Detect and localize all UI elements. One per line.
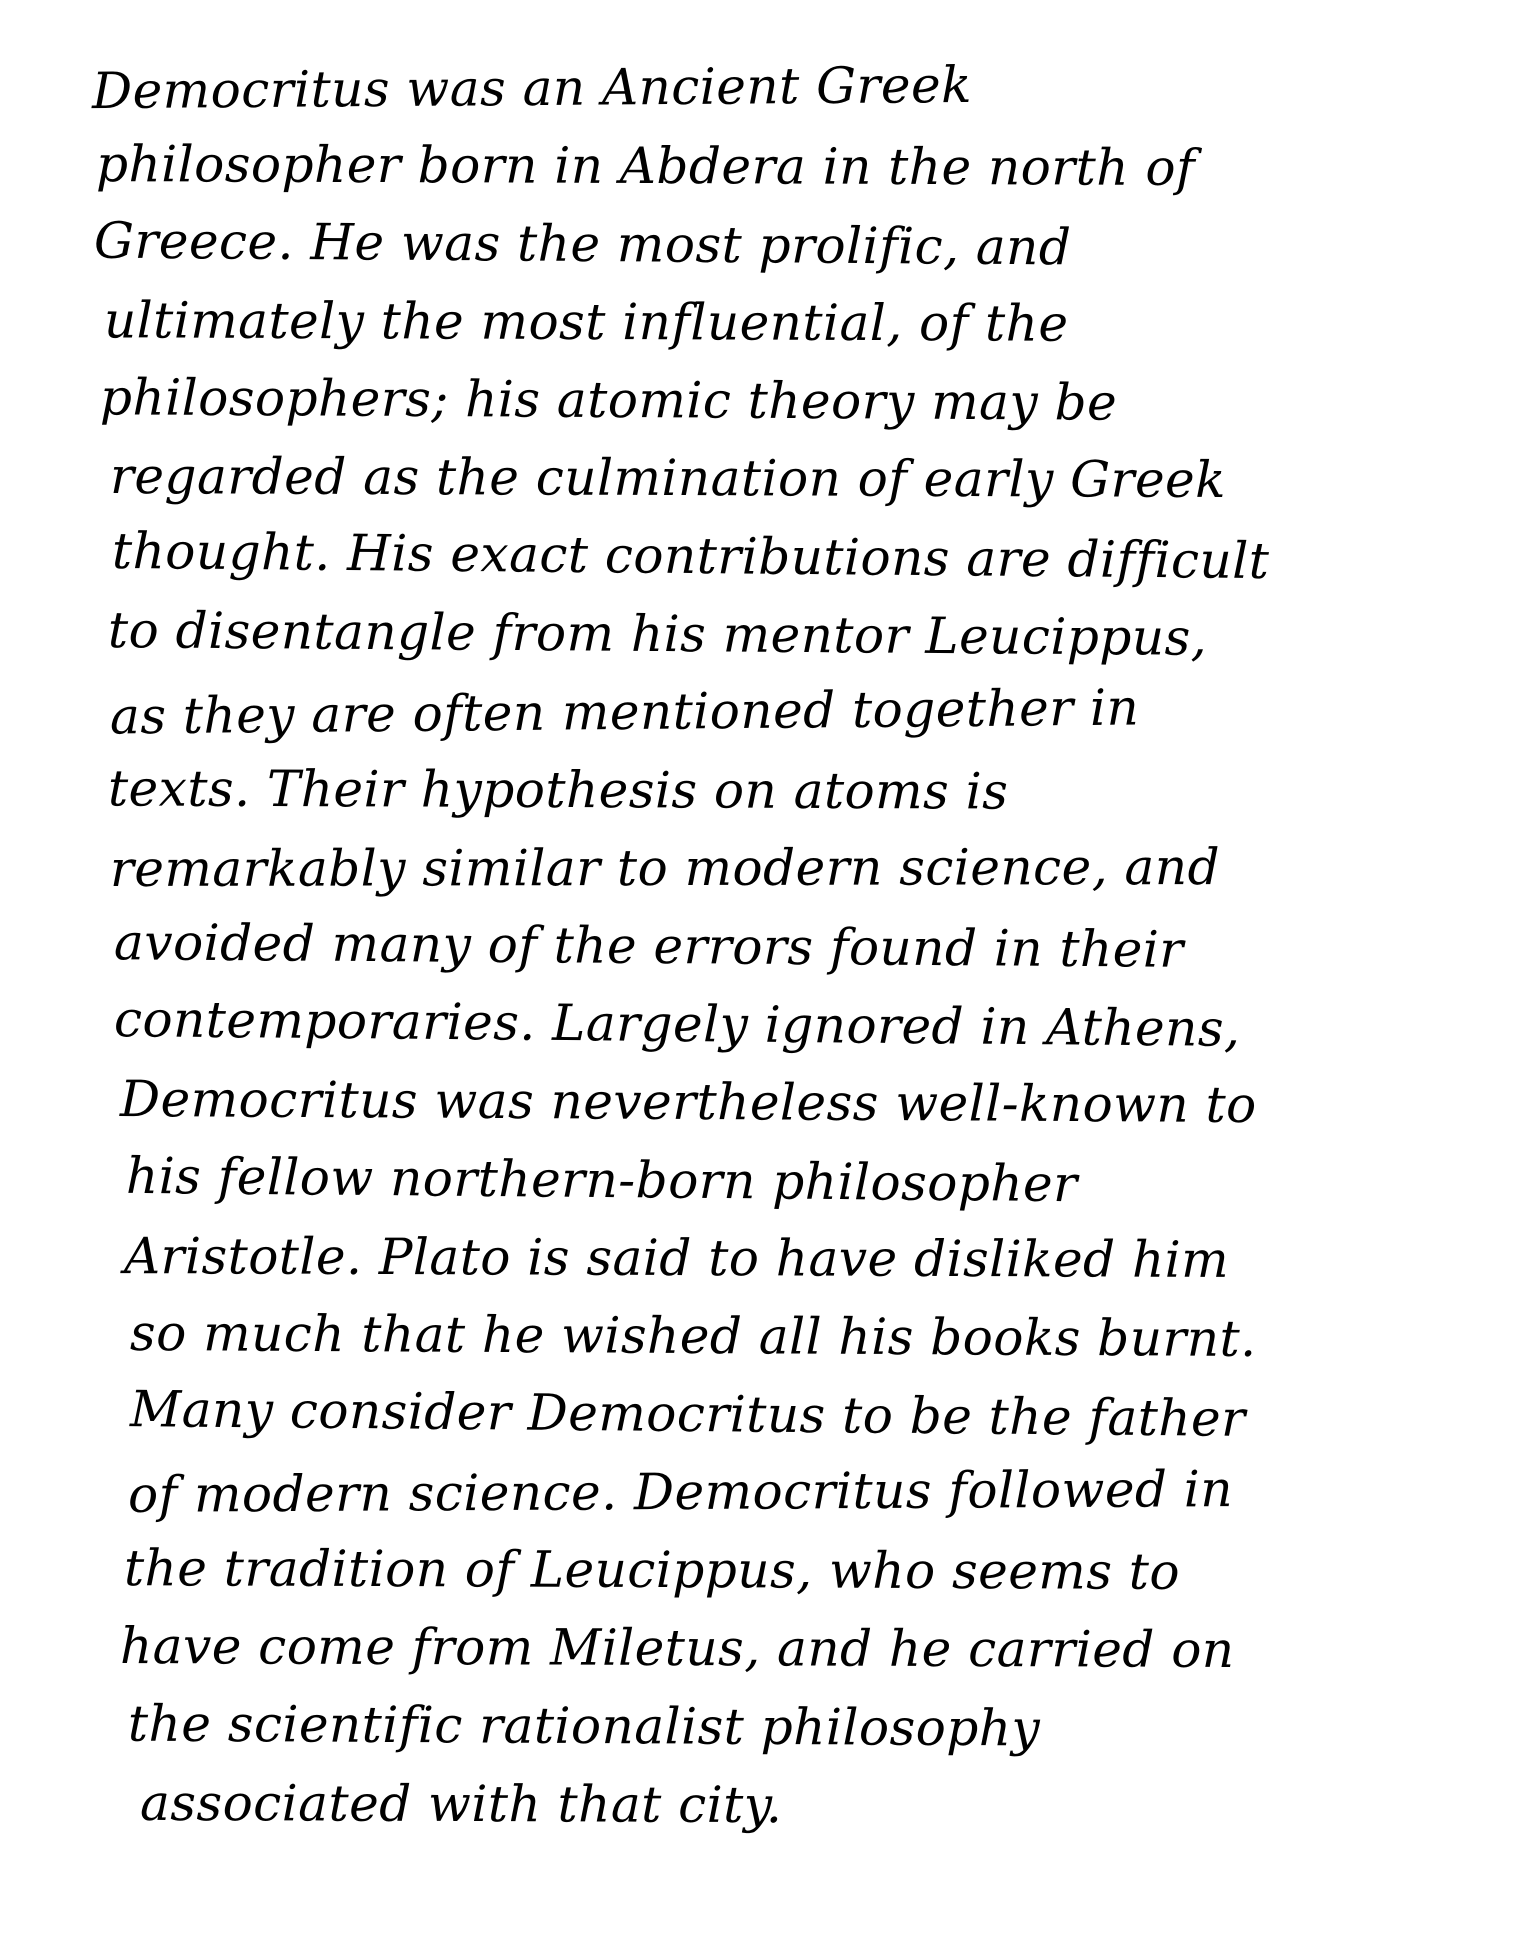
text-line: of modern science. Democritus followed in — [127, 1460, 1234, 1524]
text-line: the tradition of Leucippus, who seems to — [123, 1539, 1181, 1601]
text-line: ultimately the most influential, of the — [103, 291, 1069, 353]
text-line: contemporaries. Largely ignored in Athens, — [113, 990, 1241, 1058]
text-line: thought. His exact contributions are difficult — [111, 521, 1270, 591]
text-line: Greece. He was the most prolific, and — [93, 211, 1072, 277]
text-line: to disentangle from his mentor Leucippus, — [107, 601, 1208, 667]
text-line: his fellow northern-born philosopher — [125, 1146, 1078, 1214]
text-line: Democritus was nevertheless well-known to — [119, 1070, 1257, 1134]
text-line: philosopher born in Abdera in the north of — [95, 135, 1196, 197]
text-line: philosophers; his atomic theory may be — [99, 368, 1118, 432]
text-line: Aristotle. Plato is said to have disliked him — [123, 1227, 1230, 1289]
text-line: as they are often mentioned together in — [109, 678, 1140, 746]
text-line: have come from Miletus, and he carried on — [119, 1617, 1235, 1679]
text-line: the scientific rationalist philosophy — [127, 1694, 1041, 1758]
text-line: remarkably similar to modern science, and — [109, 838, 1221, 898]
text-line: Democritus was an Ancient Greek — [91, 55, 973, 121]
text-line: so much that he wished all his books burnt. — [129, 1304, 1257, 1368]
text-line: Many consider Democritus to be the father — [129, 1380, 1246, 1448]
text-line: regarded as the culmination of early Greek — [109, 447, 1227, 509]
text-line: associated with that city. — [139, 1773, 783, 1835]
text-line: texts. Their hypothesis on atoms is — [107, 759, 1009, 821]
text-line: avoided many of the errors found in their — [113, 913, 1184, 979]
